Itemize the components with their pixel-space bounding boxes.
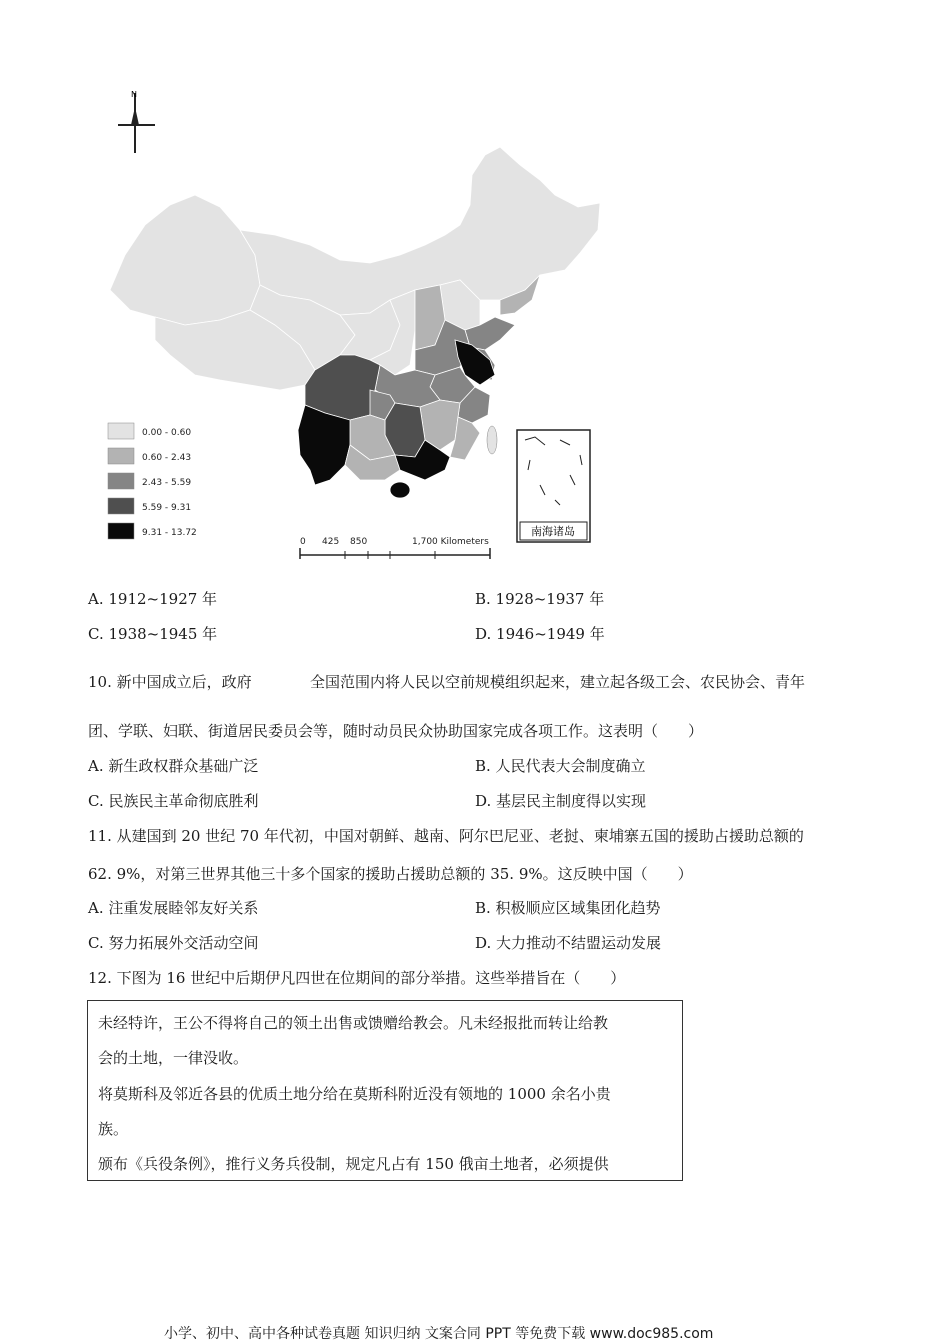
legend-label: 0.60 - 2.43: [142, 453, 192, 463]
q12-box-line: 会的土地，一律没收。: [98, 1049, 249, 1067]
legend-swatch: [108, 523, 134, 539]
scale-label: 0: [300, 537, 306, 547]
q12-box-line: 将莫斯科及邻近各县的优质土地分给在莫斯科附近没有领地的 1000 余名小贵: [98, 1085, 611, 1103]
legend-label: 9.31 - 13.72: [142, 528, 197, 538]
q10-option-b: B. 人民代表大会制度确立: [475, 757, 646, 775]
scale-label: 425: [322, 537, 340, 547]
china-choropleth-map: [100, 85, 610, 570]
q11-option-b: B. 积极顺应区域集团化趋势: [475, 899, 661, 917]
q10-stem-part2: 全国范围内将人民以空前规模组织起来，建立起各级工会、农民协会、青年: [310, 673, 806, 691]
q12-box-line: 未经特许，王公不得将自己的领土出售或馈赠给教会。凡未经报批而转让给教: [98, 1014, 609, 1032]
q12-box-line: 族。: [98, 1120, 129, 1138]
q9-option-a: A. 1912~1927 年: [88, 590, 218, 608]
q12-stem: 12. 下图为 16 世纪中后期伊凡四世在位期间的部分举措。这些举措旨在（ ）: [88, 969, 626, 987]
page-footer: 小学、初中、高中各种试卷真题 知识归纳 文案合同 PPT 等免费下载 www.doc985.com: [164, 1326, 714, 1342]
inset-label: 南海诸岛: [531, 525, 575, 538]
q11-stem-line2: 62. 9%，对第三世界其他三十多个国家的援助占援助总额的 35. 9%。这反映中国（ ）: [88, 865, 693, 883]
q11-option-a: A. 注重发展睦邻友好关系: [88, 899, 259, 917]
legend-swatch: [108, 448, 134, 464]
q11-option-d: D. 大力推动不结盟运动发展: [475, 934, 662, 952]
legend-label: 0.00 - 0.60: [142, 428, 192, 438]
q9-option-c: C. 1938~1945 年: [88, 625, 218, 643]
scale-label: 1,700 Kilometers: [412, 537, 489, 547]
scale-bar: [300, 537, 490, 559]
legend-swatch: [108, 473, 134, 489]
north-arrow-icon: [118, 90, 155, 153]
q12-box-line: 颁布《兵役条例》，推行义务兵役制，规定凡占有 150 俄亩土地者，必须提供: [98, 1155, 609, 1173]
q11-stem-line1: 11. 从建国到 20 世纪 70 年代初，中国对朝鲜、越南、阿尔巴尼亚、老挝、柬埔寨五国的援助占援助总额的: [88, 827, 804, 845]
legend-label: 2.43 - 5.59: [142, 478, 192, 488]
legend-swatch: [108, 423, 134, 439]
legend-label: 5.59 - 9.31: [142, 503, 192, 513]
q10-option-a: A. 新生政权群众基础广泛: [88, 757, 259, 775]
scale-label: 850: [350, 537, 368, 547]
q10-stem-line2: 团、学联、妇联、街道居民委员会等，随时动员民众协助国家完成各项工作。这表明（ ）: [88, 722, 704, 740]
q10-option-c: C. 民族民主革命彻底胜利: [88, 792, 259, 810]
q12-source-box: [87, 1000, 683, 1181]
q10-option-d: D. 基层民主制度得以实现: [475, 792, 647, 810]
q9-option-d: D. 1946~1949 年: [475, 625, 605, 643]
south-china-sea-inset: [517, 430, 590, 542]
q11-option-c: C. 努力拓展外交活动空间: [88, 934, 259, 952]
q9-option-b: B. 1928~1937 年: [475, 590, 605, 608]
north-label: N: [131, 90, 137, 99]
legend-swatch: [108, 498, 134, 514]
map-legend: [108, 423, 197, 539]
q10-stem-part1: 10. 新中国成立后，政府: [88, 673, 252, 691]
